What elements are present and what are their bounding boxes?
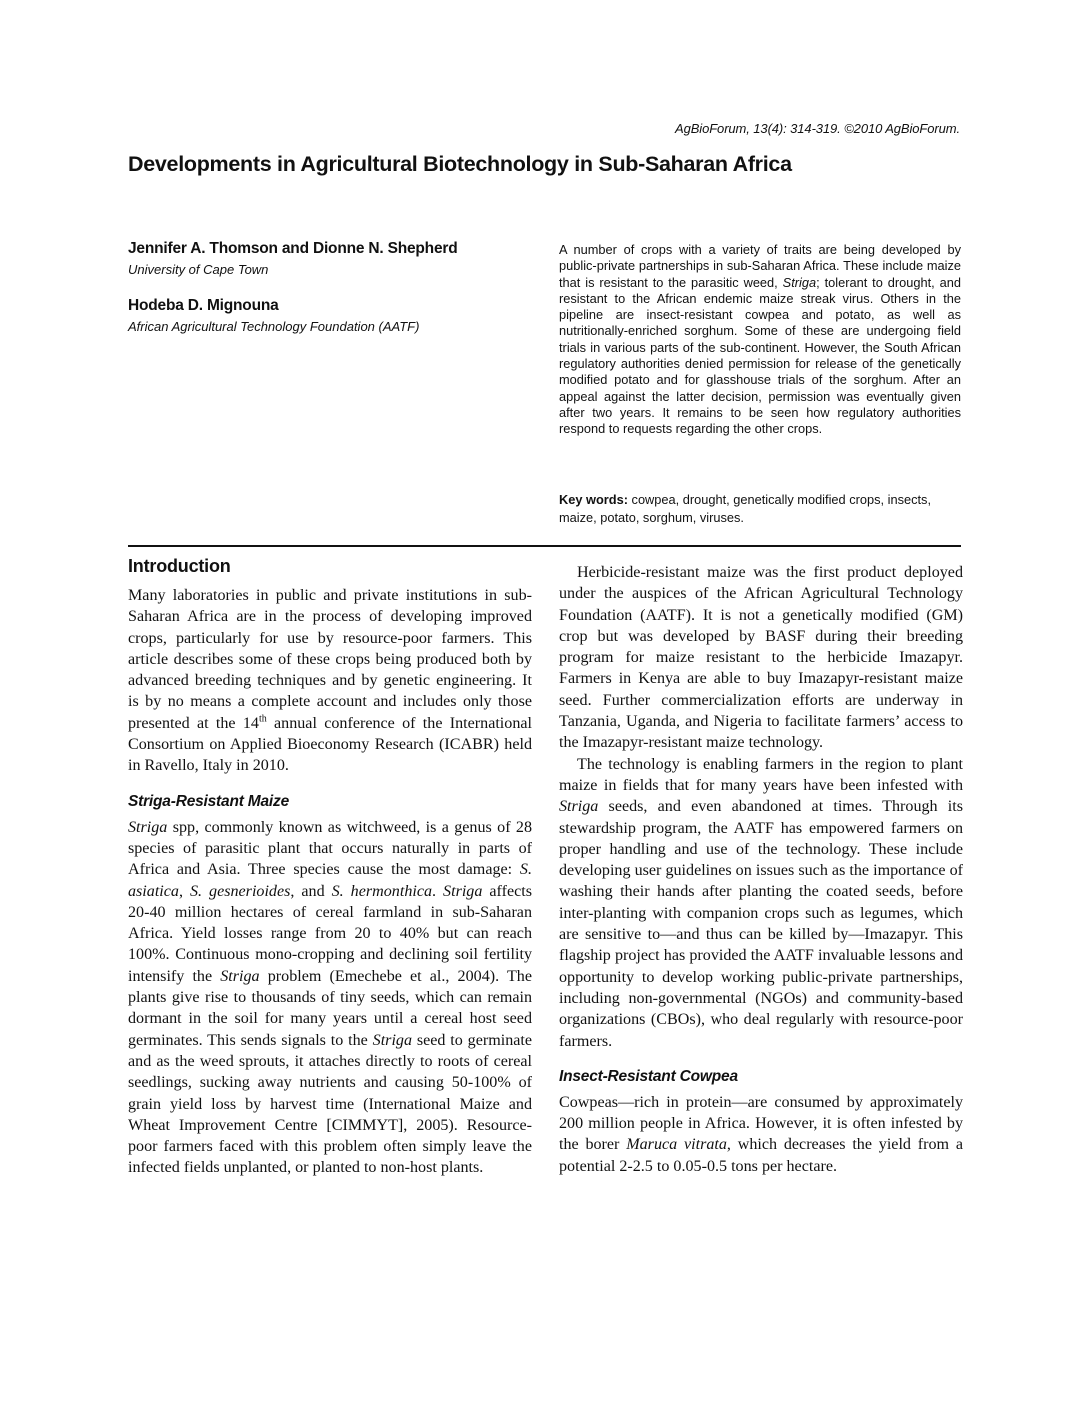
italic-term: S. hermonthica <box>331 882 433 900</box>
italic-term: Maruca vitrata <box>626 1136 727 1154</box>
author-names-2: Hodeba D. Mignouna <box>128 297 279 314</box>
abstract-text-2: ; tolerant to drought, and resistant to the African endemic maize streak virus. Others in the pipeline are insect-resistant cowpea and potato, as well as nutritionally-enriched sorghum. Some of these are undergoing field trials in various parts of the sub-continent. However, the South African regulatory authorities denied permission for release of the genetically modified potato and for glasshouse trials of the sorghum. After an appeal against the latter decision, permission was eventually given after two years. It remains to be seen how regulatory authorities respond to requests regarding the other crops. <box>559 274 961 437</box>
keywords-label: Key words: <box>559 492 628 507</box>
author-block-2 <box>128 297 538 334</box>
journal-citation: AgBioForum, 13(4): 314-319. ©2010 AgBioForum. <box>675 121 960 136</box>
striga-heading-rest: -Resistant Maize <box>170 792 289 810</box>
technology-paragraph <box>559 754 963 1052</box>
body-text: seeds, and even abandoned at times. Through its stewardship program, the AATF has empowered farmers on proper handling and use of the technology. These include developing user guidelines on issues such as the importance of washing their hands after planting the coated seeds, before inter-planting with companion crops such as legumes, which are sensitive to—and thus can be killed by—Imazapyr. This flagship project has provided the AATF invaluable lessons and opportunity to develop working public-private partnerships, including non-governmental (NGOs) and community-based organizations (CBOs), who deal regularly with resource-poor farmers. <box>559 798 963 1050</box>
author-affiliation-1: University of Cape Town <box>128 262 269 277</box>
italic-term: Striga <box>443 882 483 900</box>
keywords-list: cowpea, drought, genetically modified crops, insects, maize, potato, sorghum, viruses. <box>559 492 932 525</box>
italic-term: Striga <box>372 1031 413 1049</box>
author-affiliation-2: African Agricultural Technology Foundation (AATF) <box>128 319 420 334</box>
body-text: Cowpeas—rich in protein—are consumed by approximately 200 million people in Africa. However, it is often infested by the borer <box>559 1093 963 1154</box>
body-text: problem (Emechebe et al., 2004). The plants give rise to thousands of tiny seeds, which can remain dormant in the soil for many years until a cereal host seed germinates. This sends signals to the <box>128 967 532 1049</box>
intro-text-1: Many laboratories in public and private institutions in sub-Saharan Africa are in the process of developing improved crops, particularly for use by resource-poor farmers. This article describes some of these crops being produced both by advanced breeding techniques and by genetic engineering. It is by no means a complete account and includes only those presented at the 14 <box>128 587 532 732</box>
article-title: Developments in Agricultural Biotechnology in Sub-Saharan Africa <box>128 152 792 176</box>
herbicide-paragraph: Herbicide-resistant maize was the first product deployed under the auspices of the African Agricultural Technology Foundation (AATF). It is not a genetically modified (GM) crop but was developed by BASF during their breeding program for maize resistant to the herbicide Imazapyr. Farmers in Kenya are able to buy Imazapyr-resistant maize seed. Further commercialization efforts are underway in Tanzania, Uganda, and Nigeria to facilitate farmers’ access to the Imazapyr-resistant maize technology. <box>559 564 963 752</box>
body-text: , <box>178 882 190 900</box>
striga-paragraph <box>128 817 532 1179</box>
author-names-1: Jennifer A. Thomson and Dionne N. Shepherd <box>128 240 458 257</box>
author-block-1 <box>128 240 538 277</box>
striga-heading <box>128 793 532 811</box>
cowpea-paragraph <box>559 1092 963 1177</box>
left-column <box>128 556 532 1179</box>
italic-term: S. asiatica <box>128 861 532 900</box>
body-text: . <box>432 882 444 900</box>
striga-heading-term: Striga <box>128 792 171 810</box>
abstract-striga-term: Striga <box>782 274 817 290</box>
intro-heading: Introduction <box>128 556 231 576</box>
keywords <box>559 491 961 527</box>
body-text: The technology is enabling farmers in the region to plant maize in fields that for many years have been infested with <box>559 755 963 794</box>
intro-superscript: th <box>258 713 267 725</box>
body-text: , and <box>290 882 332 900</box>
body-text: affects 20-40 million hectares of cereal farmland in sub-Saharan Africa. Yield losses range from 20 to 40% but can reach 100%. Continuous mono-cropping and declining soil fertility intensify the <box>128 882 532 985</box>
italic-term: S. gesnerioides <box>189 882 291 900</box>
body-text: spp, commonly known as witchweed, is a genus of 28 species of parasitic plant that occurs naturally in parts of Africa and Asia. Three species cause the most damage: <box>128 818 532 879</box>
cowpea-heading: Insect-Resistant Cowpea <box>559 1067 738 1085</box>
italic-term: Striga <box>128 818 168 836</box>
right-column <box>559 562 963 1177</box>
body-text: seed to germinate and as the weed sprouts, it attaches directly to roots of cereal seedlings, sucking away nutrients and causing 50-100% of grain yield loss by harvest time (International Maize and Wheat Improvement Centre [CIMMYT], 2005). Resource-poor farmers faced with this problem often simply leave the infected fields unplanted, or planted to non-host plants. <box>128 1031 532 1177</box>
section-divider <box>128 545 961 547</box>
intro-paragraph <box>128 585 532 777</box>
abstract-text-1: A number of crops with a variety of traits are being developed by public-private partnerships in sub-Saharan Africa. These include maize that is resistant to the parasitic weed, <box>559 242 961 290</box>
abstract <box>559 242 961 438</box>
italic-term: Striga <box>220 967 260 985</box>
intro-text-2: annual conference of the International Consortium on Applied Bioeconomy Research (ICABR) held in Ravello, Italy in 2010. <box>128 714 532 775</box>
body-text: , which decreases the yield from a potential 2-2.5 to 0.05-0.5 tons per hectare. <box>559 1136 963 1175</box>
italic-term: Striga <box>559 798 599 816</box>
